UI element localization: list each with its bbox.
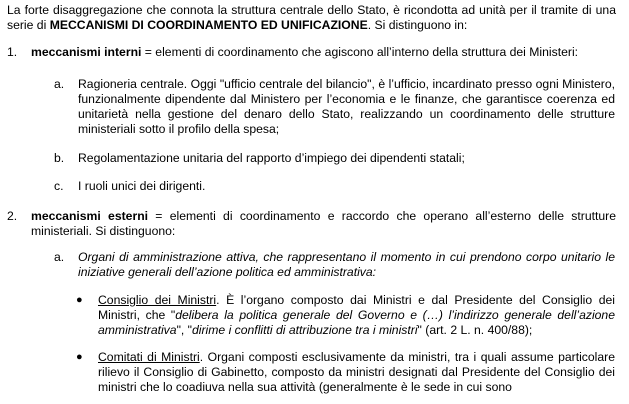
sub-item-ruoli: I ruoli unici dei dirigenti. xyxy=(78,179,206,193)
item-definition: = elementi di coordinamento che agiscono all’interno della struttura dei Ministeri: xyxy=(141,45,579,59)
sub-item-number: a. xyxy=(54,250,65,264)
item-internal-mechanisms xyxy=(31,45,616,60)
item-number: 2. xyxy=(7,209,18,223)
bullet-title: Consiglio dei Ministri xyxy=(98,293,217,307)
sub-item-ragioneria: Ragioneria centrale. Oggi "ufficio centrale del bilancio", è l’ufficio, incardinato presso ogni Ministero, funzionalmente dipendente dal Ministero per l’economia e le finanze, che garantisce coerenza ed unitarietà nella gestione del denaro dello Stato, realizzando un coordinamento delle strutture ministeriali sotto il profilo della spesa; xyxy=(78,77,615,136)
intro-heading: MECCANISMI DI COORDINAMENTO ED UNIFICAZIONE xyxy=(49,18,368,32)
sub-item-regolamentazione: Regolamentazione unitaria del rapporto d’impiego dei dipendenti statali; xyxy=(78,151,465,165)
bullet-icon: ● xyxy=(76,294,83,306)
sub-item-number: c. xyxy=(54,179,64,193)
item-external-mechanisms xyxy=(31,209,616,239)
item-number: 1. xyxy=(7,45,18,59)
bullet-icon: ● xyxy=(76,351,83,363)
intro-paragraph xyxy=(7,3,616,33)
sub-item-number: a. xyxy=(54,77,65,91)
sub-item-organi-amministrazione: Organi di amministrazione attiva, che rappresentano il momento in cui prendono corpo unitario le iniziative generali dell’azione politica ed amministrativa: xyxy=(78,250,615,279)
intro-suffix: . Si distinguono in: xyxy=(367,18,468,32)
item-definition: = elementi di coordinamento e raccordo che operano all’esterno delle strutture ministeriali. Si distinguono: xyxy=(31,209,616,238)
bullet-consiglio-ministri: Consiglio dei Ministri. È l’organo composto dai Ministri e dal Presidente del Consiglio dei Ministri, che "delibera la politica generale del Governo e (…) l’indirizzo generale dell’azione amministrativa", "dirime i conflitti di attribuzione tra i ministri" (art. 2 L. n. 400/88); xyxy=(98,293,615,337)
item-term: meccanismi esterni xyxy=(31,209,149,223)
bullet-title: Comitati di Ministri xyxy=(98,350,200,364)
bullet-comitati-ministri: Comitati di Ministri. Organi composti esclusivamente da ministri, tra i quali assume particolare rilievo il Consiglio di Gabinetto, composto da ministri designati dal Presidente del Consiglio dei ministri che lo coadiuva nella sua attività (generalmente è le sede in cui sono xyxy=(98,350,615,394)
intro-text: La forte disaggregazione che connota la struttura centrale dello Stato, è ricondotta ad unità per il tramite di una serie di xyxy=(7,3,616,32)
sub-item-number: b. xyxy=(54,151,65,165)
item-term: meccanismi interni xyxy=(31,45,142,59)
